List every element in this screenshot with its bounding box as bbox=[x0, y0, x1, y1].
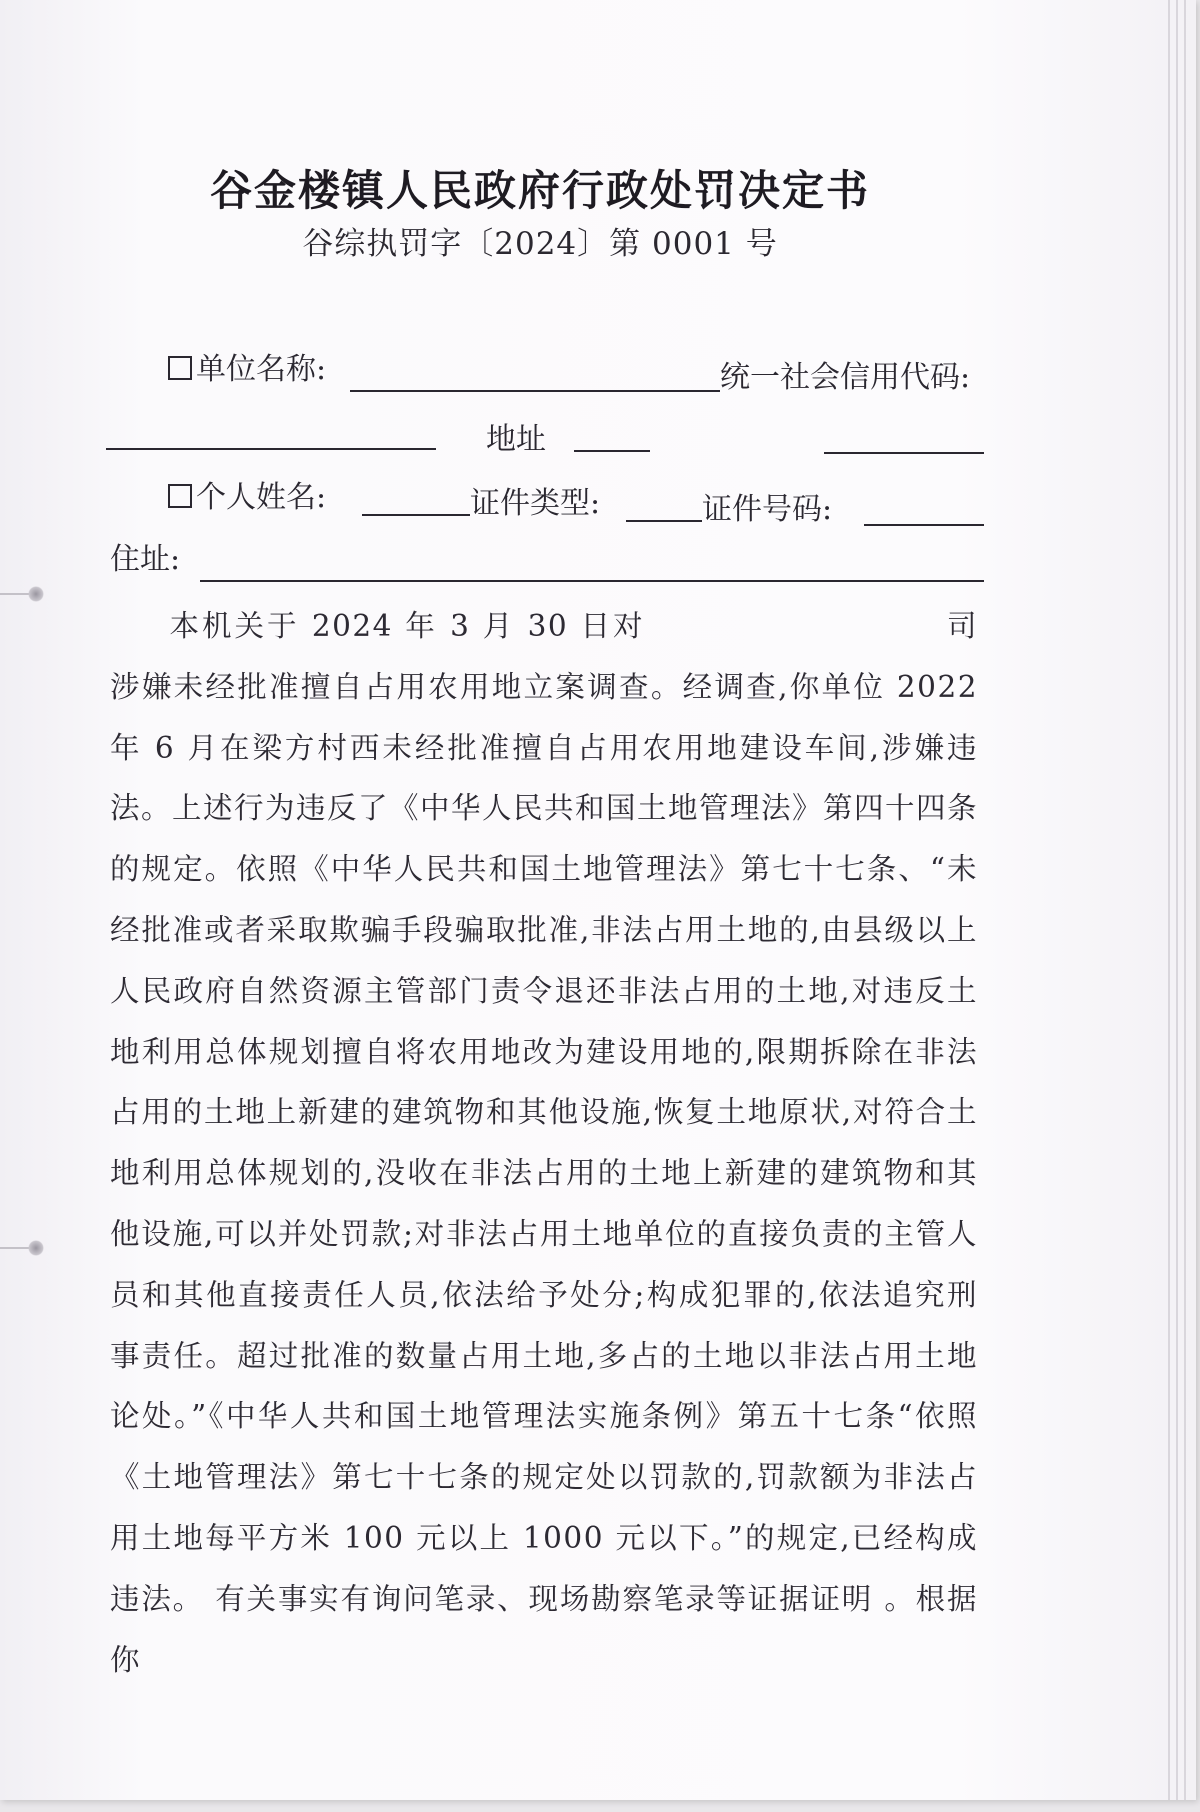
residence-label: 住址: bbox=[110, 542, 181, 577]
address-field-part2[interactable] bbox=[824, 422, 984, 454]
address-field-part1[interactable] bbox=[574, 420, 650, 452]
person-name-label: 个人姓名: bbox=[196, 480, 327, 515]
decision-body bbox=[110, 596, 978, 1690]
page-edge bbox=[1168, 0, 1170, 1800]
binding-hole bbox=[28, 1240, 44, 1256]
unit-name-field[interactable] bbox=[350, 360, 720, 392]
unit-checkbox[interactable] bbox=[168, 356, 192, 380]
id-type-field[interactable] bbox=[626, 490, 702, 522]
document-title: 谷金楼镇人民政府行政处罚决定书 bbox=[209, 166, 870, 215]
binding-hole bbox=[28, 586, 44, 602]
credit-code-field[interactable] bbox=[106, 418, 436, 450]
page-edge bbox=[1184, 0, 1186, 1800]
person-row bbox=[168, 478, 326, 518]
person-checkbox[interactable] bbox=[168, 484, 192, 508]
id-number-label: 证件号码: bbox=[702, 492, 833, 527]
credit-code-label: 统一社会信用代码: bbox=[720, 360, 971, 395]
body-text-part1: 本机关于 2024 年 3 月 30 日对 bbox=[168, 609, 646, 643]
person-name-field[interactable] bbox=[362, 484, 470, 516]
id-type-label: 证件类型: bbox=[470, 486, 601, 521]
page-edge bbox=[1176, 0, 1178, 1800]
redacted-area bbox=[645, 613, 945, 643]
unit-name-label: 单位名称: bbox=[196, 352, 327, 387]
address-label: 地址 bbox=[486, 422, 546, 457]
unit-name-row bbox=[168, 350, 326, 390]
body-text-part2: 司涉嫌未经批准擅自占用农用地立案调查。经调查,你单位 2022 年 6 月在梁方村西未经批准擅自占用农用地建设车间,涉嫌违法。上述行为违反了《中华人民共和国土地管理法》第四十四条的规定。依照《中华人民共和国土地管理法》第七十七条、“未经批准或者采取欺骗手段骗取批准,非法占用土地的,由县级以上人民政府自然资源主管部门责令退还非法占用的土地,对违反土地利用总体规划擅自将农用地改为建设用地的,限期拆除在非法占用的土地上新建的建筑物和其他设施,恢复土地原状,对符合土地利用总体规划的,没收在非法占用的土地上新建的建筑物和其他设施,可以并处罚款;对非法占用土地单位的直接负责的主管人员和其他直接责任人员,依法给予处分;构成犯罪的,依法追究刑事责任。超过批准的数量占用土地,多占的土地以非法占用土地论处。”《中华人共和国土地管理法实施条例》第五十七条“依照《土地管理法》第七十七条的规定处以罚款的,罚款额为非法占用土地每平方米 100 元以上 1000 元以下。”的规定,已经构成违法。 有关事实有询问笔录、现场勘察笔录等证据证明 。根据你 bbox=[110, 609, 979, 1677]
id-number-field[interactable] bbox=[864, 494, 984, 526]
document-number: 谷综执罚字〔2024〕第 0001 号 bbox=[302, 226, 778, 262]
residence-field[interactable] bbox=[200, 550, 984, 582]
